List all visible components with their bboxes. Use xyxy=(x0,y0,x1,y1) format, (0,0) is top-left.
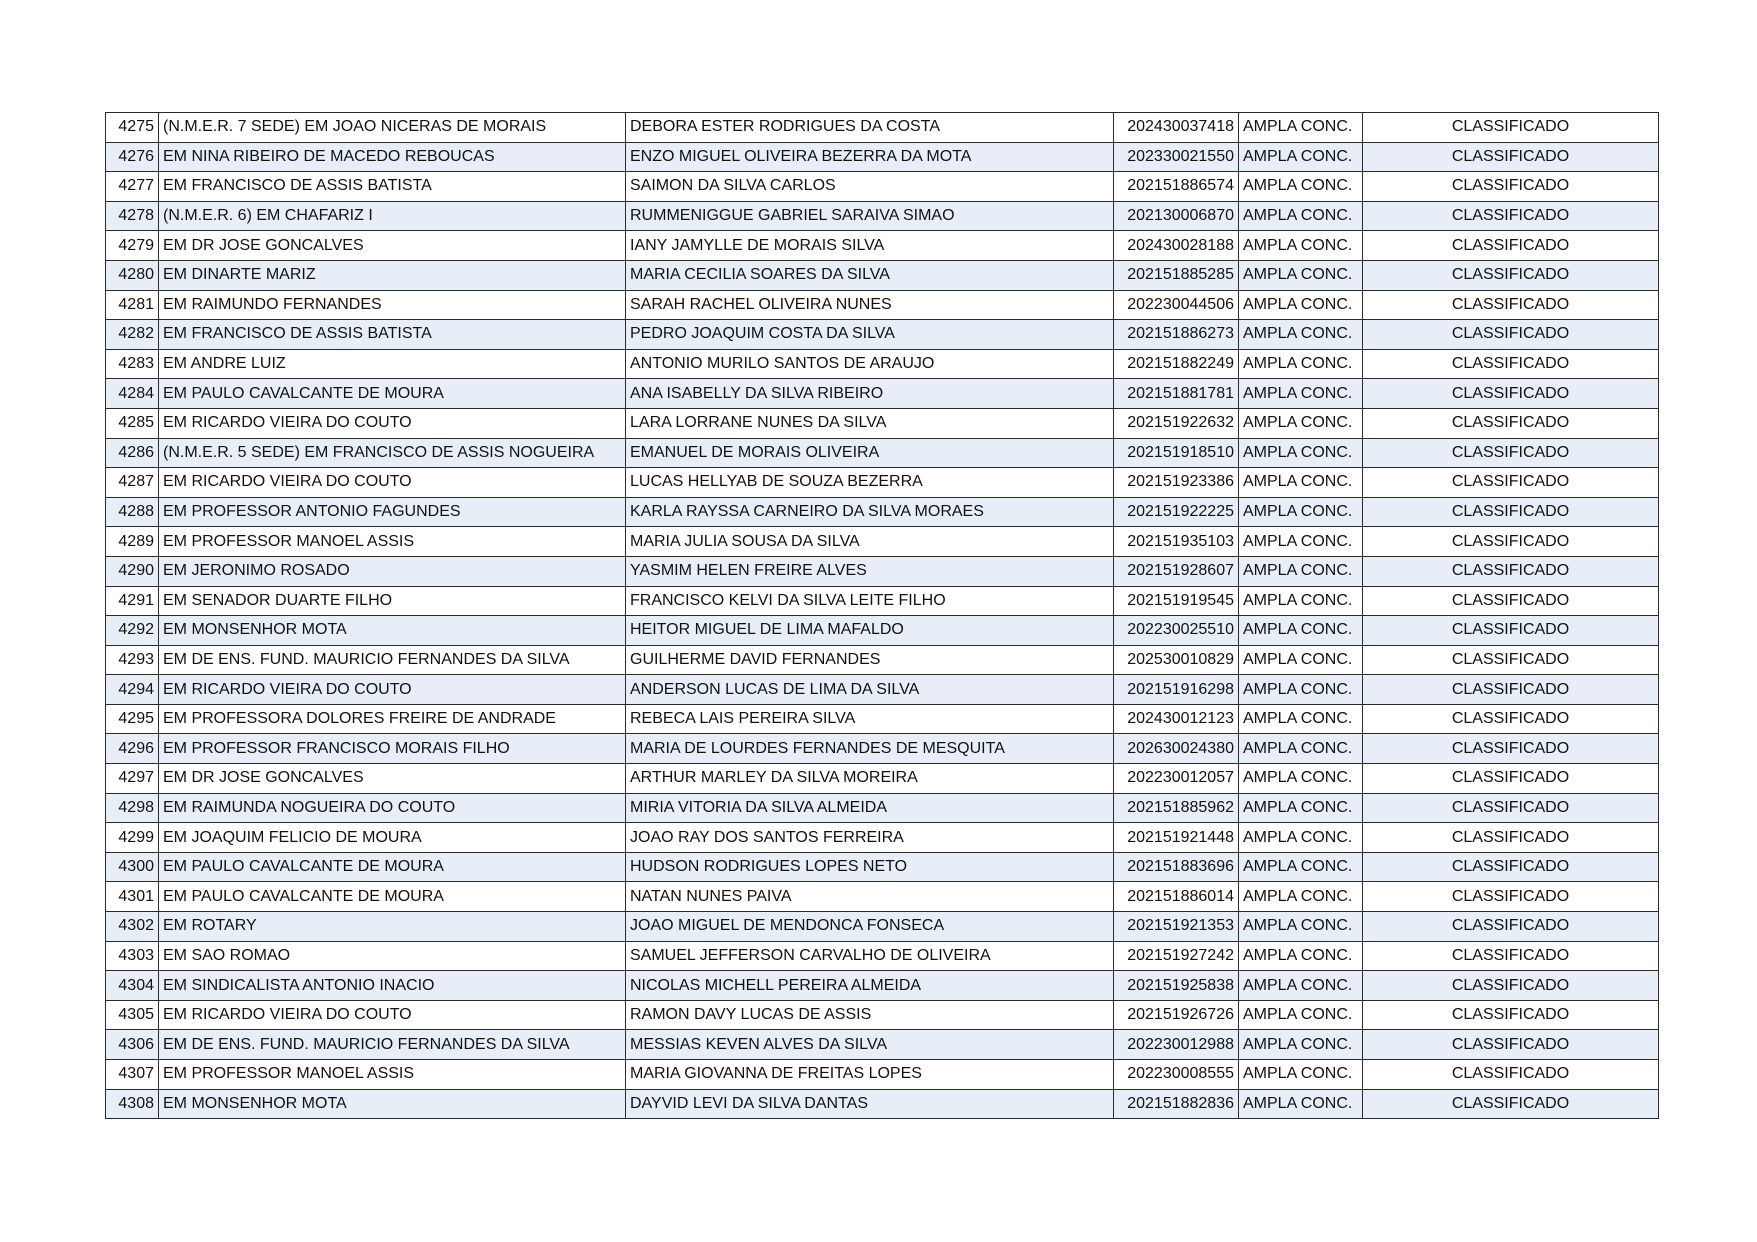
status-cell: CLASSIFICADO xyxy=(1363,1030,1659,1060)
quota-cell: AMPLA CONC. xyxy=(1239,438,1363,468)
row-number-cell: 4296 xyxy=(106,734,159,764)
registration-cell: 202230044506 xyxy=(1114,290,1239,320)
table-row xyxy=(106,172,1659,202)
candidate-name-cell: JOAO MIGUEL DE MENDONCA FONSECA xyxy=(626,912,1114,942)
registration-cell: 202151882836 xyxy=(1114,1089,1239,1119)
row-number-cell: 4277 xyxy=(106,172,159,202)
table-row xyxy=(106,941,1659,971)
school-cell: EM RAIMUNDO FERNANDES xyxy=(159,290,626,320)
status-cell: CLASSIFICADO xyxy=(1363,675,1659,705)
status-cell: CLASSIFICADO xyxy=(1363,408,1659,438)
status-cell: CLASSIFICADO xyxy=(1363,823,1659,853)
candidate-name-cell: ANA ISABELLY DA SILVA RIBEIRO xyxy=(626,379,1114,409)
status-cell: CLASSIFICADO xyxy=(1363,852,1659,882)
school-cell: EM PAULO CAVALCANTE DE MOURA xyxy=(159,379,626,409)
quota-cell: AMPLA CONC. xyxy=(1239,793,1363,823)
registration-cell: 202230012988 xyxy=(1114,1030,1239,1060)
candidate-name-cell: LARA LORRANE NUNES DA SILVA xyxy=(626,408,1114,438)
school-cell: (N.M.E.R. 7 SEDE) EM JOAO NICERAS DE MORAIS xyxy=(159,113,626,143)
candidate-name-cell: NICOLAS MICHELL PEREIRA ALMEIDA xyxy=(626,971,1114,1001)
status-cell: CLASSIFICADO xyxy=(1363,912,1659,942)
status-cell: CLASSIFICADO xyxy=(1363,616,1659,646)
quota-cell: AMPLA CONC. xyxy=(1239,349,1363,379)
quota-cell: AMPLA CONC. xyxy=(1239,764,1363,794)
school-cell: EM MONSENHOR MOTA xyxy=(159,616,626,646)
table-row xyxy=(106,201,1659,231)
table-row xyxy=(106,556,1659,586)
registration-cell: 202330021550 xyxy=(1114,142,1239,172)
candidate-name-cell: MESSIAS KEVEN ALVES DA SILVA xyxy=(626,1030,1114,1060)
candidate-name-cell: SAMUEL JEFFERSON CARVALHO DE OLIVEIRA xyxy=(626,941,1114,971)
table-row xyxy=(106,1060,1659,1090)
school-cell: (N.M.E.R. 6) EM CHAFARIZ I xyxy=(159,201,626,231)
quota-cell: AMPLA CONC. xyxy=(1239,941,1363,971)
status-cell: CLASSIFICADO xyxy=(1363,1089,1659,1119)
quota-cell: AMPLA CONC. xyxy=(1239,142,1363,172)
table-row xyxy=(106,793,1659,823)
table-row xyxy=(106,616,1659,646)
school-cell: EM JERONIMO ROSADO xyxy=(159,556,626,586)
status-cell: CLASSIFICADO xyxy=(1363,379,1659,409)
table-row xyxy=(106,882,1659,912)
row-number-cell: 4299 xyxy=(106,823,159,853)
registration-cell: 202530010829 xyxy=(1114,645,1239,675)
row-number-cell: 4308 xyxy=(106,1089,159,1119)
quota-cell: AMPLA CONC. xyxy=(1239,704,1363,734)
row-number-cell: 4293 xyxy=(106,645,159,675)
candidate-name-cell: ANTONIO MURILO SANTOS DE ARAUJO xyxy=(626,349,1114,379)
school-cell: EM PAULO CAVALCANTE DE MOURA xyxy=(159,852,626,882)
school-cell: EM RAIMUNDA NOGUEIRA DO COUTO xyxy=(159,793,626,823)
table-row xyxy=(106,260,1659,290)
registration-cell: 202151925838 xyxy=(1114,971,1239,1001)
quota-cell: AMPLA CONC. xyxy=(1239,734,1363,764)
status-cell: CLASSIFICADO xyxy=(1363,941,1659,971)
candidate-name-cell: MARIA DE LOURDES FERNANDES DE MESQUITA xyxy=(626,734,1114,764)
row-number-cell: 4304 xyxy=(106,971,159,1001)
table-row xyxy=(106,231,1659,261)
registration-cell: 202430012123 xyxy=(1114,704,1239,734)
row-number-cell: 4281 xyxy=(106,290,159,320)
candidate-name-cell: RAMON DAVY LUCAS DE ASSIS xyxy=(626,1000,1114,1030)
school-cell: EM DR JOSE GONCALVES xyxy=(159,764,626,794)
table-row xyxy=(106,290,1659,320)
registration-cell: 202151921353 xyxy=(1114,912,1239,942)
registration-cell: 202151918510 xyxy=(1114,438,1239,468)
registration-cell: 202230012057 xyxy=(1114,764,1239,794)
table-row xyxy=(106,764,1659,794)
quota-cell: AMPLA CONC. xyxy=(1239,527,1363,557)
status-cell: CLASSIFICADO xyxy=(1363,586,1659,616)
row-number-cell: 4282 xyxy=(106,320,159,350)
table-row xyxy=(106,408,1659,438)
school-cell: EM RICARDO VIEIRA DO COUTO xyxy=(159,675,626,705)
candidate-name-cell: MIRIA VITORIA DA SILVA ALMEIDA xyxy=(626,793,1114,823)
row-number-cell: 4292 xyxy=(106,616,159,646)
registration-cell: 202151922632 xyxy=(1114,408,1239,438)
table-row xyxy=(106,912,1659,942)
row-number-cell: 4294 xyxy=(106,675,159,705)
row-number-cell: 4286 xyxy=(106,438,159,468)
table-row xyxy=(106,1089,1659,1119)
table-row xyxy=(106,438,1659,468)
quota-cell: AMPLA CONC. xyxy=(1239,823,1363,853)
candidate-name-cell: PEDRO JOAQUIM COSTA DA SILVA xyxy=(626,320,1114,350)
row-number-cell: 4278 xyxy=(106,201,159,231)
quota-cell: AMPLA CONC. xyxy=(1239,468,1363,498)
registration-cell: 202151882249 xyxy=(1114,349,1239,379)
registration-cell: 202151886014 xyxy=(1114,882,1239,912)
school-cell: EM NINA RIBEIRO DE MACEDO REBOUCAS xyxy=(159,142,626,172)
quota-cell: AMPLA CONC. xyxy=(1239,497,1363,527)
quota-cell: AMPLA CONC. xyxy=(1239,260,1363,290)
school-cell: EM PROFESSOR ANTONIO FAGUNDES xyxy=(159,497,626,527)
registration-cell: 202151927242 xyxy=(1114,941,1239,971)
candidate-name-cell: DEBORA ESTER RODRIGUES DA COSTA xyxy=(626,113,1114,143)
candidate-name-cell: LUCAS HELLYAB DE SOUZA BEZERRA xyxy=(626,468,1114,498)
table-row xyxy=(106,527,1659,557)
status-cell: CLASSIFICADO xyxy=(1363,172,1659,202)
table-row xyxy=(106,468,1659,498)
quota-cell: AMPLA CONC. xyxy=(1239,113,1363,143)
quota-cell: AMPLA CONC. xyxy=(1239,556,1363,586)
school-cell: EM DE ENS. FUND. MAURICIO FERNANDES DA SILVA xyxy=(159,1030,626,1060)
table-row xyxy=(106,1030,1659,1060)
table-row xyxy=(106,734,1659,764)
row-number-cell: 4306 xyxy=(106,1030,159,1060)
status-cell: CLASSIFICADO xyxy=(1363,349,1659,379)
registration-cell: 202151916298 xyxy=(1114,675,1239,705)
registration-cell: 202151919545 xyxy=(1114,586,1239,616)
candidate-name-cell: MARIA JULIA SOUSA DA SILVA xyxy=(626,527,1114,557)
registration-cell: 202630024380 xyxy=(1114,734,1239,764)
status-cell: CLASSIFICADO xyxy=(1363,290,1659,320)
school-cell: EM SAO ROMAO xyxy=(159,941,626,971)
row-number-cell: 4307 xyxy=(106,1060,159,1090)
candidate-name-cell: HUDSON RODRIGUES LOPES NETO xyxy=(626,852,1114,882)
candidate-name-cell: NATAN NUNES PAIVA xyxy=(626,882,1114,912)
table-row xyxy=(106,971,1659,1001)
table-row xyxy=(106,704,1659,734)
table-row xyxy=(106,586,1659,616)
school-cell: EM DE ENS. FUND. MAURICIO FERNANDES DA SILVA xyxy=(159,645,626,675)
school-cell: EM PROFESSOR MANOEL ASSIS xyxy=(159,527,626,557)
candidate-name-cell: IANY JAMYLLE DE MORAIS SILVA xyxy=(626,231,1114,261)
row-number-cell: 4287 xyxy=(106,468,159,498)
quota-cell: AMPLA CONC. xyxy=(1239,379,1363,409)
quota-cell: AMPLA CONC. xyxy=(1239,408,1363,438)
quota-cell: AMPLA CONC. xyxy=(1239,852,1363,882)
status-cell: CLASSIFICADO xyxy=(1363,1000,1659,1030)
quota-cell: AMPLA CONC. xyxy=(1239,290,1363,320)
quota-cell: AMPLA CONC. xyxy=(1239,1089,1363,1119)
status-cell: CLASSIFICADO xyxy=(1363,113,1659,143)
candidate-name-cell: RUMMENIGGUE GABRIEL SARAIVA SIMAO xyxy=(626,201,1114,231)
table-row xyxy=(106,142,1659,172)
table-row xyxy=(106,320,1659,350)
status-cell: CLASSIFICADO xyxy=(1363,645,1659,675)
table-row xyxy=(106,113,1659,143)
candidate-name-cell: JOAO RAY DOS SANTOS FERREIRA xyxy=(626,823,1114,853)
row-number-cell: 4284 xyxy=(106,379,159,409)
candidate-name-cell: REBECA LAIS PEREIRA SILVA xyxy=(626,704,1114,734)
school-cell: EM PAULO CAVALCANTE DE MOURA xyxy=(159,882,626,912)
candidate-name-cell: DAYVID LEVI DA SILVA DANTAS xyxy=(626,1089,1114,1119)
school-cell: EM JOAQUIM FELICIO DE MOURA xyxy=(159,823,626,853)
candidate-name-cell: EMANUEL DE MORAIS OLIVEIRA xyxy=(626,438,1114,468)
candidate-name-cell: SARAH RACHEL OLIVEIRA NUNES xyxy=(626,290,1114,320)
candidate-name-cell: MARIA CECILIA SOARES DA SILVA xyxy=(626,260,1114,290)
quota-cell: AMPLA CONC. xyxy=(1239,912,1363,942)
row-number-cell: 4301 xyxy=(106,882,159,912)
school-cell: EM RICARDO VIEIRA DO COUTO xyxy=(159,1000,626,1030)
quota-cell: AMPLA CONC. xyxy=(1239,1000,1363,1030)
candidate-name-cell: ANDERSON LUCAS DE LIMA DA SILVA xyxy=(626,675,1114,705)
status-cell: CLASSIFICADO xyxy=(1363,468,1659,498)
status-cell: CLASSIFICADO xyxy=(1363,497,1659,527)
table-row xyxy=(106,1000,1659,1030)
school-cell: EM PROFESSOR MANOEL ASSIS xyxy=(159,1060,626,1090)
status-cell: CLASSIFICADO xyxy=(1363,527,1659,557)
table-row xyxy=(106,349,1659,379)
status-cell: CLASSIFICADO xyxy=(1363,971,1659,1001)
school-cell: EM FRANCISCO DE ASSIS BATISTA xyxy=(159,320,626,350)
table-row xyxy=(106,852,1659,882)
school-cell: EM ANDRE LUIZ xyxy=(159,349,626,379)
registration-cell: 202130006870 xyxy=(1114,201,1239,231)
row-number-cell: 4290 xyxy=(106,556,159,586)
school-cell: EM FRANCISCO DE ASSIS BATISTA xyxy=(159,172,626,202)
registration-cell: 202430028188 xyxy=(1114,231,1239,261)
status-cell: CLASSIFICADO xyxy=(1363,764,1659,794)
school-cell: EM PROFESSORA DOLORES FREIRE DE ANDRADE xyxy=(159,704,626,734)
candidate-name-cell: SAIMON DA SILVA CARLOS xyxy=(626,172,1114,202)
status-cell: CLASSIFICADO xyxy=(1363,793,1659,823)
quota-cell: AMPLA CONC. xyxy=(1239,616,1363,646)
status-cell: CLASSIFICADO xyxy=(1363,704,1659,734)
table-row xyxy=(106,645,1659,675)
registration-cell: 202151923386 xyxy=(1114,468,1239,498)
registration-cell: 202151886574 xyxy=(1114,172,1239,202)
quota-cell: AMPLA CONC. xyxy=(1239,320,1363,350)
table-row xyxy=(106,379,1659,409)
quota-cell: AMPLA CONC. xyxy=(1239,675,1363,705)
row-number-cell: 4276 xyxy=(106,142,159,172)
row-number-cell: 4305 xyxy=(106,1000,159,1030)
school-cell: EM RICARDO VIEIRA DO COUTO xyxy=(159,408,626,438)
status-cell: CLASSIFICADO xyxy=(1363,556,1659,586)
quota-cell: AMPLA CONC. xyxy=(1239,882,1363,912)
row-number-cell: 4275 xyxy=(106,113,159,143)
candidate-name-cell: FRANCISCO KELVI DA SILVA LEITE FILHO xyxy=(626,586,1114,616)
quota-cell: AMPLA CONC. xyxy=(1239,172,1363,202)
registration-cell: 202151883696 xyxy=(1114,852,1239,882)
status-cell: CLASSIFICADO xyxy=(1363,1060,1659,1090)
registration-cell: 202151935103 xyxy=(1114,527,1239,557)
registration-cell: 202151881781 xyxy=(1114,379,1239,409)
status-cell: CLASSIFICADO xyxy=(1363,320,1659,350)
registration-cell: 202151921448 xyxy=(1114,823,1239,853)
registration-cell: 202151885962 xyxy=(1114,793,1239,823)
status-cell: CLASSIFICADO xyxy=(1363,438,1659,468)
quota-cell: AMPLA CONC. xyxy=(1239,586,1363,616)
status-cell: CLASSIFICADO xyxy=(1363,734,1659,764)
registration-cell: 202151922225 xyxy=(1114,497,1239,527)
row-number-cell: 4295 xyxy=(106,704,159,734)
registration-cell: 202430037418 xyxy=(1114,113,1239,143)
quota-cell: AMPLA CONC. xyxy=(1239,201,1363,231)
registration-cell: 202151886273 xyxy=(1114,320,1239,350)
status-cell: CLASSIFICADO xyxy=(1363,201,1659,231)
registration-cell: 202230008555 xyxy=(1114,1060,1239,1090)
status-cell: CLASSIFICADO xyxy=(1363,882,1659,912)
row-number-cell: 4279 xyxy=(106,231,159,261)
candidate-name-cell: GUILHERME DAVID FERNANDES xyxy=(626,645,1114,675)
school-cell: EM SENADOR DUARTE FILHO xyxy=(159,586,626,616)
school-cell: EM DINARTE MARIZ xyxy=(159,260,626,290)
row-number-cell: 4297 xyxy=(106,764,159,794)
status-cell: CLASSIFICADO xyxy=(1363,260,1659,290)
candidate-name-cell: HEITOR MIGUEL DE LIMA MAFALDO xyxy=(626,616,1114,646)
candidate-name-cell: KARLA RAYSSA CARNEIRO DA SILVA MORAES xyxy=(626,497,1114,527)
candidate-name-cell: ARTHUR MARLEY DA SILVA MOREIRA xyxy=(626,764,1114,794)
row-number-cell: 4303 xyxy=(106,941,159,971)
school-cell: EM RICARDO VIEIRA DO COUTO xyxy=(159,468,626,498)
row-number-cell: 4283 xyxy=(106,349,159,379)
school-cell: EM PROFESSOR FRANCISCO MORAIS FILHO xyxy=(159,734,626,764)
table-row xyxy=(106,497,1659,527)
candidate-name-cell: ENZO MIGUEL OLIVEIRA BEZERRA DA MOTA xyxy=(626,142,1114,172)
status-cell: CLASSIFICADO xyxy=(1363,142,1659,172)
row-number-cell: 4291 xyxy=(106,586,159,616)
candidate-name-cell: YASMIM HELEN FREIRE ALVES xyxy=(626,556,1114,586)
registration-cell: 202230025510 xyxy=(1114,616,1239,646)
table-body xyxy=(106,113,1659,1119)
quota-cell: AMPLA CONC. xyxy=(1239,231,1363,261)
school-cell: (N.M.E.R. 5 SEDE) EM FRANCISCO DE ASSIS NOGUEIRA xyxy=(159,438,626,468)
status-cell: CLASSIFICADO xyxy=(1363,231,1659,261)
table-row xyxy=(106,675,1659,705)
registration-cell: 202151928607 xyxy=(1114,556,1239,586)
registration-cell: 202151926726 xyxy=(1114,1000,1239,1030)
row-number-cell: 4302 xyxy=(106,912,159,942)
quota-cell: AMPLA CONC. xyxy=(1239,1030,1363,1060)
table-row xyxy=(106,823,1659,853)
row-number-cell: 4289 xyxy=(106,527,159,557)
row-number-cell: 4288 xyxy=(106,497,159,527)
quota-cell: AMPLA CONC. xyxy=(1239,1060,1363,1090)
school-cell: EM SINDICALISTA ANTONIO INACIO xyxy=(159,971,626,1001)
school-cell: EM DR JOSE GONCALVES xyxy=(159,231,626,261)
quota-cell: AMPLA CONC. xyxy=(1239,645,1363,675)
row-number-cell: 4280 xyxy=(106,260,159,290)
row-number-cell: 4300 xyxy=(106,852,159,882)
quota-cell: AMPLA CONC. xyxy=(1239,971,1363,1001)
row-number-cell: 4298 xyxy=(106,793,159,823)
registration-cell: 202151885285 xyxy=(1114,260,1239,290)
school-cell: EM MONSENHOR MOTA xyxy=(159,1089,626,1119)
candidate-name-cell: MARIA GIOVANNA DE FREITAS LOPES xyxy=(626,1060,1114,1090)
classification-table xyxy=(105,112,1659,1119)
row-number-cell: 4285 xyxy=(106,408,159,438)
school-cell: EM ROTARY xyxy=(159,912,626,942)
